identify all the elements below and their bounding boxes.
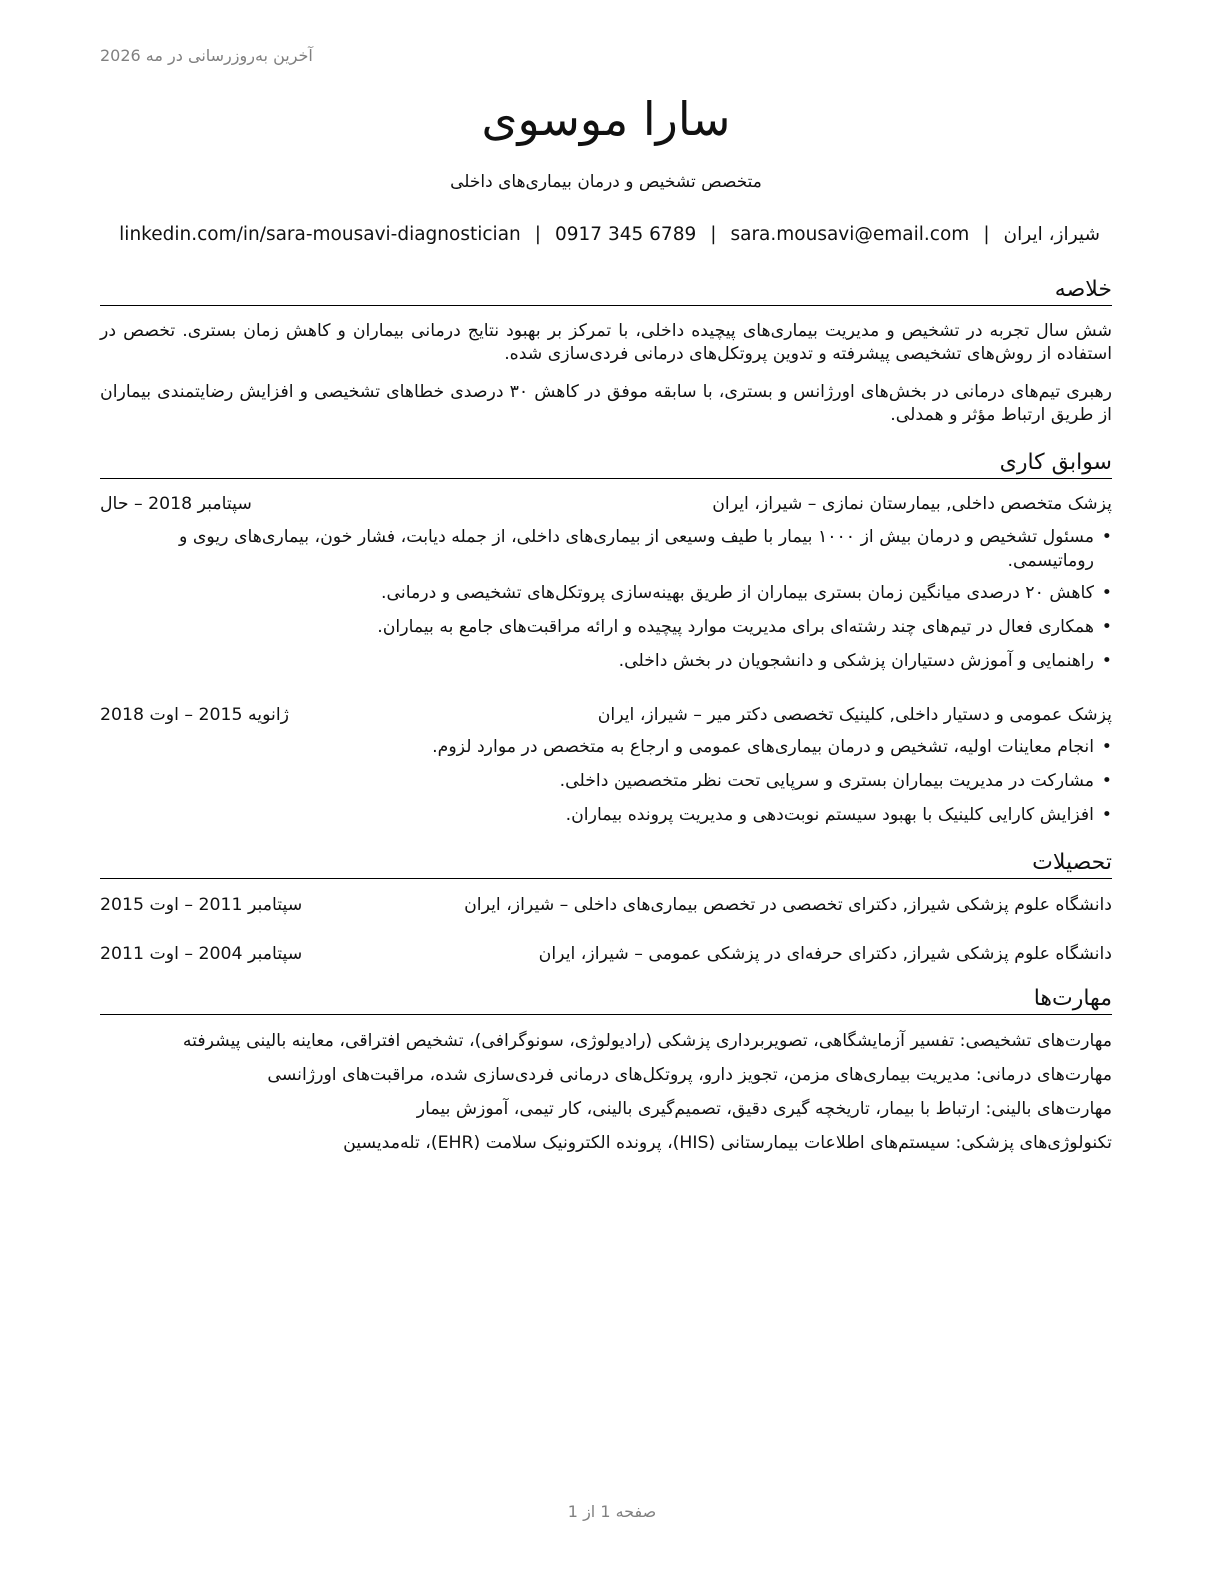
contact-phone[interactable]: 0917 345 6789 — [555, 224, 697, 245]
job-bullet: • همکاری فعال در تیم‌های چند رشته‌ای برای مدیریت موارد پیچیده و ارائه مراقبت‌های جامع به بیماران. — [100, 615, 1112, 639]
candidate-name: سارا موسوی — [481, 92, 731, 146]
skill-line: مهارت‌های بالینی: ارتباط با بیمار، تاریخچه گیری دقیق، تصمیم‌گیری بالینی، کار تیمی، آموزش بیمار — [416, 1099, 1112, 1119]
job-bullet: • انجام معاینات اولیه، تشخیص و درمان بیماری‌های عمومی و ارجاع به متخصص در موارد لزوم. — [100, 735, 1112, 759]
education-date: سپتامبر 2004 – اوت 2011 — [100, 944, 303, 964]
contact-email[interactable]: sara.mousavi@email.com — [730, 224, 970, 245]
education-title: دانشگاه علوم پزشکی شیراز, دکترای تخصصی در تخصص بیماری‌های داخلی – شیراز، ایران — [464, 895, 1112, 915]
candidate-subtitle: متخصص تشخیص و درمان بیماری‌های داخلی — [450, 172, 762, 192]
contact-separator: | — [534, 224, 541, 245]
summary-paragraph: رهبری تیم‌های درمانی در بخش‌های اورژانس و بستری، با سابقه موفق در کاهش ۳۰ درصدی خطاهای تشخیصی و افزایش رضایتمندی بیماران از طریق ارتباط مؤثر و همدلی. — [100, 382, 1112, 425]
job-title: پزشک متخصص داخلی, بیمارستان نمازی – شیراز، ایران — [712, 494, 1112, 514]
contact-linkedin-link[interactable]: linkedin.com/in/sara-mousavi-diagnostician — [119, 224, 521, 245]
contact-line — [119, 224, 1100, 245]
job-bullet: • مشارکت در مدیریت بیماران بستری و سرپایی تحت نظر متخصصین داخلی. — [100, 769, 1112, 793]
experience-heading: سوابق کاری — [100, 449, 1112, 479]
skill-line: مهارت‌های درمانی: مدیریت بیماری‌های مزمن، تجویز دارو، پروتکل‌های درمانی فردی‌سازی شده، مراقبت‌های اورژانسی — [267, 1065, 1112, 1085]
page-number: صفحه 1 از 1 — [567, 1502, 657, 1521]
education-title: دانشگاه علوم پزشکی شیراز, دکترای حرفه‌ای در پزشکی عمومی – شیراز، ایران — [538, 944, 1112, 964]
skill-line: تکنولوژی‌های پزشکی: سیستم‌های اطلاعات بیمارستانی (HIS)، پرونده الکترونیک سلامت (EHR)، تله‌مدیسین — [343, 1133, 1112, 1153]
education-heading: تحصیلات — [100, 849, 1112, 879]
contact-location: شیراز، ایران — [1003, 224, 1100, 245]
summary-heading: خلاصه — [100, 276, 1112, 306]
summary-paragraph: شش سال تجربه در تشخیص و مدیریت بیماری‌های پیچیده داخلی، با تمرکز بر بهبود نتایج درمانی بیماران و کاهش زمان بستری. تخصص در استفاده از روش‌های تشخیصی پیشرفته و تدوین پروتکل‌های درمانی فردی‌سازی شده. — [100, 321, 1112, 364]
job-bullet: • راهنمایی و آموزش دستیاران پزشکی و دانشجویان در بخش داخلی. — [100, 649, 1112, 673]
last-updated-note: آخرین به‌روزرسانی در مه 2026 — [100, 46, 313, 65]
job-date: ژانویه 2015 – اوت 2018 — [100, 705, 289, 725]
skills-heading: مهارت‌ها — [100, 985, 1112, 1015]
job-bullet: • کاهش ۲۰ درصدی میانگین زمان بستری بیماران از طریق بهینه‌سازی پروتکل‌های تشخیصی و درمانی. — [100, 581, 1112, 605]
skill-line: مهارت‌های تشخیصی: تفسیر آزمایشگاهی، تصویربرداری پزشکی (رادیولوژی، سونوگرافی)، تشخیص افتراقی، معاینه بالینی پیشرفته — [182, 1031, 1112, 1051]
job-bullet: • مسئول تشخیص و درمان بیش از ۱۰۰۰ بیمار با طیف وسیعی از بیماری‌های داخلی، از جمله دیابت، فشار خون، بیماری‌های ریوی و روماتیسمی. — [100, 525, 1112, 573]
job-date: سپتامبر 2018 – حال — [100, 494, 252, 514]
contact-separator: | — [710, 224, 717, 245]
job-bullet: • افزایش کارایی کلینیک با بهبود سیستم نوبت‌دهی و مدیریت پرونده بیماران. — [100, 803, 1112, 827]
contact-separator: | — [983, 224, 990, 245]
resume-page — [100, 0, 1112, 1584]
job-title: پزشک عمومی و دستیار داخلی, کلینیک تخصصی دکتر میر – شیراز، ایران — [597, 705, 1112, 725]
education-date: سپتامبر 2011 – اوت 2015 — [100, 895, 303, 915]
